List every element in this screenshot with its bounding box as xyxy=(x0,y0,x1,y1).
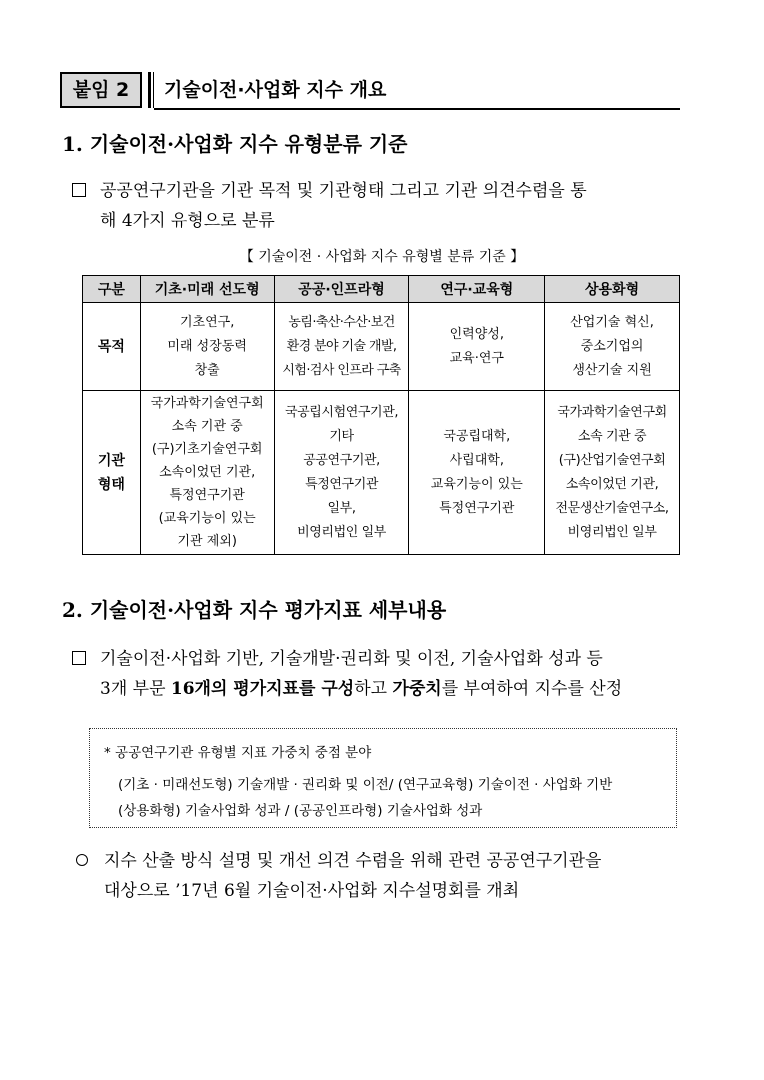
attachment-tag: 붙임 2 xyxy=(60,72,142,108)
section1-heading: 1. 기술이전·사업화 지수 유형분류 기준 xyxy=(62,132,408,156)
section2-bullet-line1: 기술이전·사업화 기반, 기술개발·권리화 및 이전, 기술사업화 성과 등 xyxy=(100,649,603,669)
section2-bullet-line2: 3개 부문 16개의 평가지표를 구성하고 가중치를 부여하여 지수를 산정 xyxy=(100,679,623,699)
table-cell: 인력양성, 교육·연구 xyxy=(409,303,545,391)
table-header-row xyxy=(83,276,680,303)
table-caption: 【 기술이전 · 사업화 지수 유형별 분류 기준 】 xyxy=(239,249,525,265)
checkbox-bullet-icon xyxy=(72,651,86,665)
header-divider xyxy=(148,72,151,108)
section1-bullet-line1: 공공연구기관을 기관 목적 및 기관형태 그리고 기관 의견수렴을 통 xyxy=(100,181,587,201)
header-underline xyxy=(154,108,680,110)
section2-bullet xyxy=(72,644,622,704)
section2-circle-bullet xyxy=(76,846,601,906)
circle-bullet-line1: 지수 산출 방식 설명 및 개선 의견 수렴을 위해 관련 공공연구기관을 xyxy=(104,851,602,871)
table-row-purpose xyxy=(83,303,680,391)
section2-heading: 2. 기술이전·사업화 지수 평가지표 세부내용 xyxy=(62,598,447,622)
table-cell: 기초연구, 미래 성장동력 창출 xyxy=(140,303,274,391)
row-label: 목적 xyxy=(83,303,141,391)
table-cell: 국가과학기술연구회 소속 기관 중 (구)기초기술연구회 소속이었던 기관, 특정연구기관 (교육기능이 있는 기관 제외) xyxy=(140,391,274,555)
table-cell: 국공립시험연구기관, 기타 공공연구기관, 특정연구기관 일부, 비영리법인 일부 xyxy=(274,391,409,555)
section1-bullet xyxy=(72,176,587,236)
attachment-header xyxy=(60,72,680,112)
header-title: 기술이전·사업화 지수 개요 xyxy=(164,79,387,101)
table-cell: 국공립대학, 사립대학, 교육기능이 있는 특정연구기관 xyxy=(409,391,545,555)
circle-bullet-icon xyxy=(76,854,88,866)
table-header-cell: 공공·인프라형 xyxy=(274,276,409,303)
note-line: (상용화형) 기술사업화 성과 / (공공인프라형) 기술사업화 성과 xyxy=(118,803,483,819)
table-cell: 국가과학기술연구회 소속 기관 중 (구)산업기술연구회 소속이었던 기관, 전문생산기술연구소, 비영리법인 일부 xyxy=(545,391,680,555)
table-header-cell: 구분 xyxy=(83,276,141,303)
table-header-cell: 기초·미래 선도형 xyxy=(140,276,274,303)
section1-bullet-line2: 해 4가지 유형으로 분류 xyxy=(100,211,275,231)
weight-note-box xyxy=(89,728,677,828)
note-line: (기초 · 미래선도형) 기술개발 · 권리화 및 이전/ (연구교육형) 기술이전 · 사업화 기반 xyxy=(118,777,613,793)
row-label: 기관 형태 xyxy=(83,391,141,555)
checkbox-bullet-icon xyxy=(72,183,86,197)
circle-bullet-line2: 대상으로 ’17년 6월 기술이전·사업화 지수설명회를 개최 xyxy=(104,881,520,901)
table-header-cell: 연구·교육형 xyxy=(409,276,545,303)
note-title: * 공공연구기관 유형별 지표 가중치 중점 분야 xyxy=(104,745,372,761)
table-cell: 산업기술 혁신, 중소기업의 생산기술 지원 xyxy=(545,303,680,391)
table-cell: 농림·축산·수산·보건 환경 분야 기술 개발, 시험·검사 인프라 구축 xyxy=(274,303,409,391)
classification-table xyxy=(82,275,680,555)
table-header-cell: 상용화형 xyxy=(545,276,680,303)
header-divider-thin xyxy=(153,72,154,108)
table-row-type xyxy=(83,391,680,555)
